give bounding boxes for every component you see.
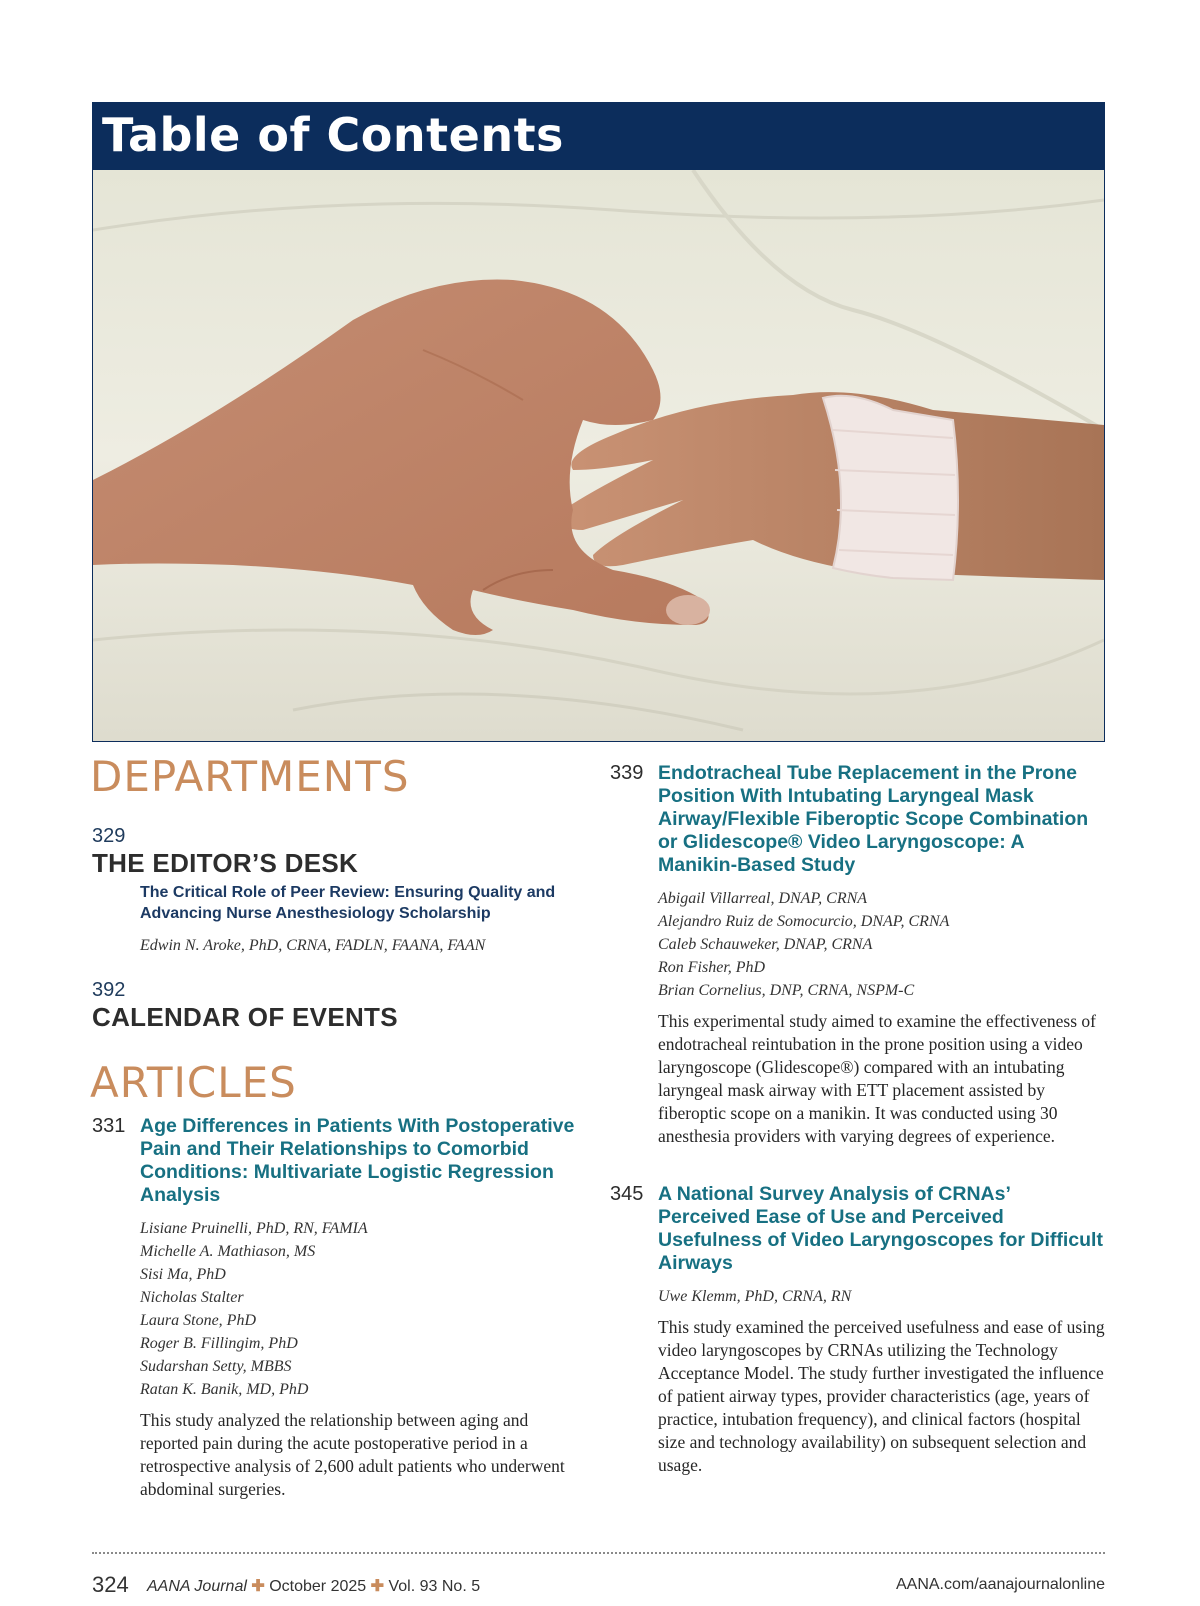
article-abstract: This study analyzed the relationship between aging and reported pain during the acute postoperative period in a retrospective analysis of 2,600 adult patients who underwent abdominal surgeries. [140,1410,565,1499]
footer-page-number: 324 [92,1572,129,1597]
author-name: Lisiane Pruinelli, PhD, RN, FAMIA [140,1220,368,1237]
author-name: Sisi Ma, PhD [140,1266,226,1283]
author-name: Ron Fisher, PhD [658,959,766,976]
dept-author: Edwin N. Aroke, PhD, CRNA, FADLN, FAANA, FAAN [140,937,486,954]
footer-issue-date: October 2025 [269,1578,367,1595]
footer-divider [92,1552,1105,1554]
footer-journal-name: AANA Journal [147,1578,247,1595]
article-page-number: 345 [610,1183,644,1205]
footer-journal-info [147,1576,480,1596]
cover-photo [92,170,1105,742]
dept-page-number: 329 [92,825,126,847]
author-name: Ratan K. Banik, MD, PhD [140,1381,309,1398]
article-abstract: This experimental study aimed to examine the effectiveness of endotracheal reintubation in the prone position using a video laryngoscope (Glidescope®) compared with an intubating laryngeal mask airway with ETT placement assisted by fiberoptic scope on a manikin. It was conducted using 30 anesthesia providers with varying degrees of experience. [658,1011,1097,1146]
dept-page-number: 392 [92,979,126,1001]
author-name: Abigail Villarreal, DNAP, CRNA [658,890,868,907]
article-authors [658,887,1105,1002]
departments-heading: DEPARTMENTS [90,752,410,801]
author-name: Roger B. Fillingim, PhD [140,1335,298,1352]
article-title[interactable]: Endotracheal Tube Replacement in the Prone Position With Intubating Laryngeal Mask Airway/Flexible Fiberoptic Scope Combination or Glidescope® Video Laryngoscope: A Manikin-Based Study [658,762,1089,876]
author-name: Nicholas Stalter [140,1289,244,1306]
article-title[interactable]: A National Survey Analysis of CRNAs’ Perceived Ease of Use and Perceived Usefulness of Video Laryngoscopes for Difficult Airways [658,1183,1103,1274]
author-name: Alejandro Ruiz de Somocurcio, DNAP, CRNA [658,913,950,930]
articles-heading: ARTICLES [90,1058,297,1107]
plus-separator-icon: ✚ [251,1578,265,1595]
article-abstract: This study examined the perceived usefulness and ease of using video laryngoscopes by CRNAs utilizing the Technology Acceptance Model. The study further investigated the influence of patient airway types, provider characteristics (age, years of practice, intubation frequency), and clinical factors (hospital size and technology availability) on subsequent selection and usage. [658,1317,1105,1475]
dept-title-editors-desk[interactable]: THE EDITOR’S DESK [92,848,359,878]
author-name: Caleb Schauweker, DNAP, CRNA [658,936,873,953]
author-name: Sudarshan Setty, MBBS [140,1358,292,1375]
author-name: Uwe Klemm, PhD, CRNA, RN [658,1288,852,1305]
footer-url-link[interactable]: AANA.com/aanajournalonline [895,1576,1105,1593]
article-title[interactable]: Age Differences in Patients With Postoperative Pain and Their Relationships to Comorbid Conditions: Multivariate Logistic Regression Analysis [140,1115,575,1206]
dept-subtitle[interactable]: The Critical Role of Peer Review: Ensuring Quality and Advancing Nurse Anesthesiology Scholarship [140,884,556,922]
author-name: Laura Stone, PhD [140,1312,256,1329]
author-name: Brian Cornelius, DNP, CRNA, NSPM-C [658,982,915,999]
author-name: Michelle A. Mathiason, MS [140,1243,316,1260]
footer-volume: Vol. 93 No. 5 [388,1578,481,1595]
article-page-number: 331 [92,1115,126,1137]
dept-title-calendar[interactable]: CALENDAR OF EVENTS [92,1002,398,1032]
article-authors [658,1285,1105,1308]
plus-separator-icon: ✚ [370,1578,385,1595]
hands-illustration [93,170,1104,741]
page-title: Table of Contents [102,108,564,162]
header-bar [92,102,1105,170]
article-page-number: 339 [610,762,644,784]
article-authors [140,1217,576,1401]
page-footer [92,1574,1105,1600]
